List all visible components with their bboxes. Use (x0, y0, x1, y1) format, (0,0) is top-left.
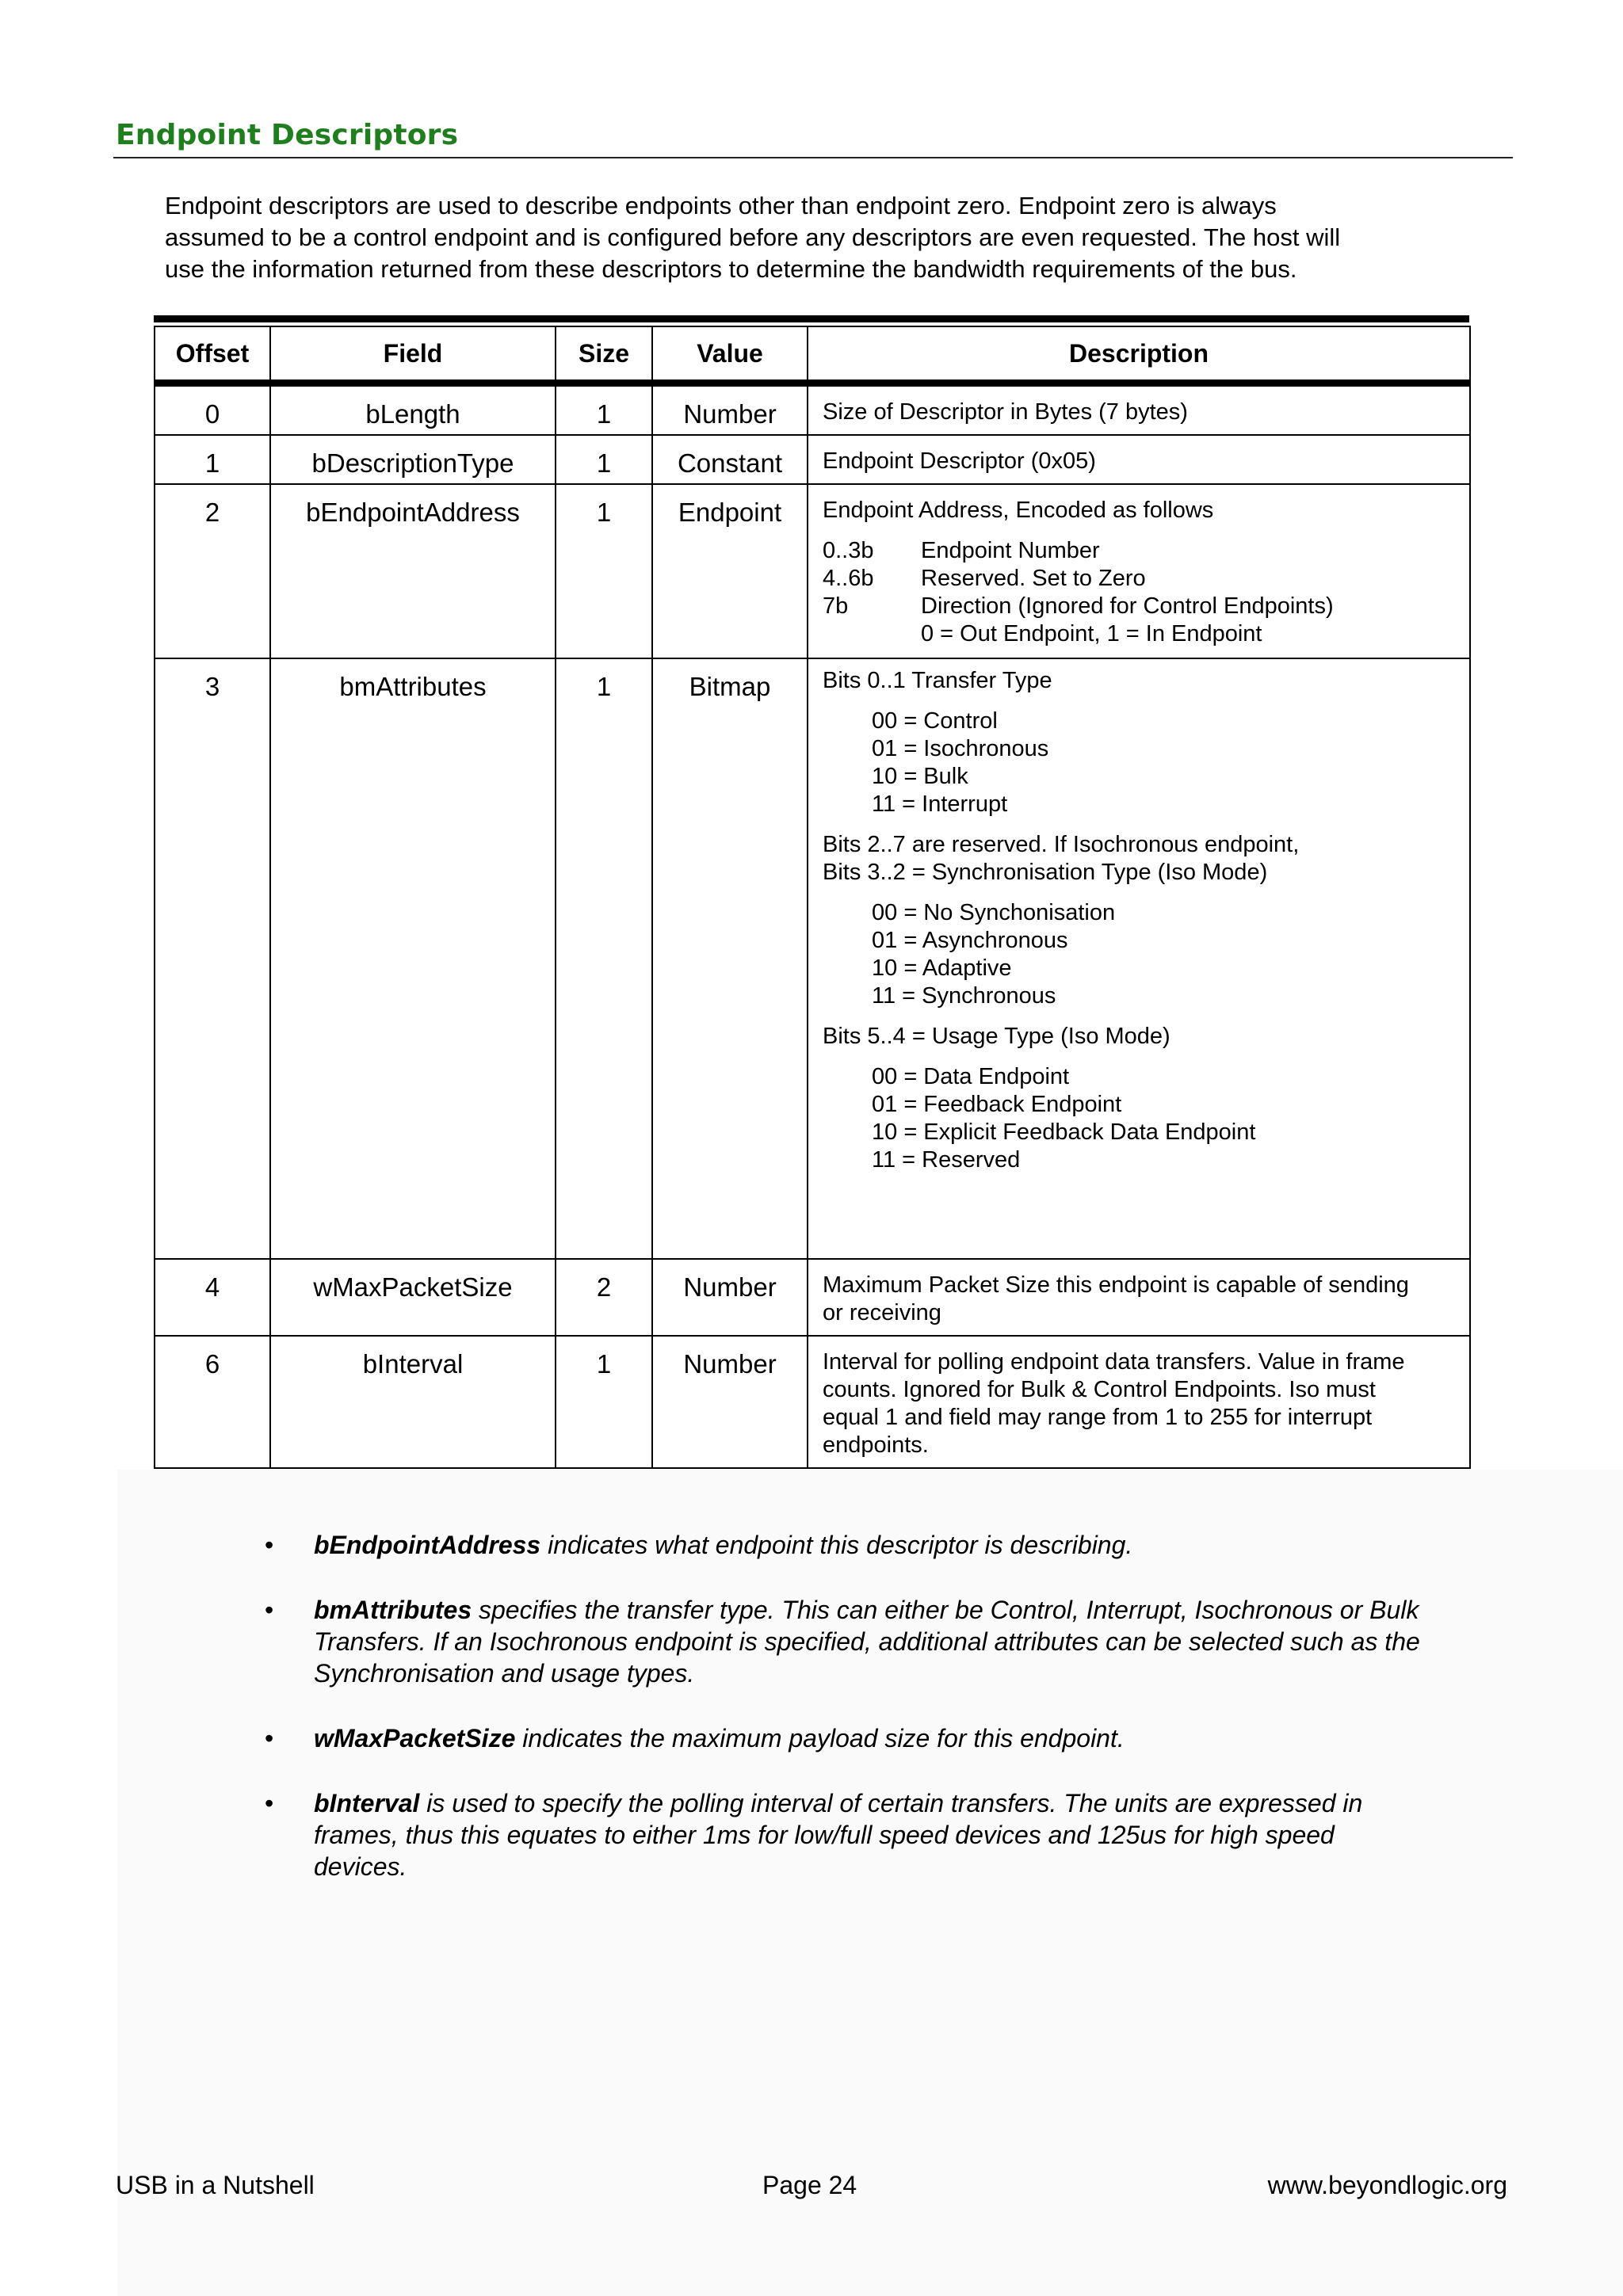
descriptor-table (154, 326, 1471, 1469)
header-value: Value (652, 326, 808, 383)
transfer-type-item: 01 = Isochronous (872, 736, 1049, 761)
bullet-icon: • (265, 1789, 274, 1817)
footer-title: USB in a Nutshell (116, 2171, 315, 2199)
bullet-icon: • (265, 1596, 274, 1624)
bullet-text: indicates the maximum payload size for this endpoint. (515, 1724, 1125, 1753)
bullet-term: bInterval (314, 1789, 420, 1817)
header-field: Field (270, 326, 556, 383)
transfer-type-list (823, 707, 1457, 818)
encoding-bits: 4..6b (823, 566, 874, 591)
header-size: Size (556, 326, 652, 383)
cell-value: Number (652, 1336, 808, 1468)
bullet-term: bmAttributes (314, 1596, 472, 1624)
cell-field: bLength (270, 383, 556, 436)
sync-type-title: Bits 2..7 are reserved. If Isochronous endpoint, (823, 832, 1300, 857)
intro-line: Endpoint descriptors are used to describe endpoints other than endpoint zero. Endpoint zero is always (165, 192, 1277, 219)
cell-size: 1 (556, 1336, 652, 1468)
encoding-row (823, 565, 1457, 593)
description-line: Maximum Packet Size this endpoint is capable of sending (823, 1272, 1409, 1298)
cell-size: 1 (556, 383, 652, 436)
bullet-term: wMaxPacketSize (314, 1724, 516, 1753)
description-line: Endpoint Descriptor (0x05) (823, 448, 1096, 474)
header-offset: Offset (155, 326, 270, 383)
description-line: counts. Ignored for Bulk & Control Endpoints. Iso must (823, 1377, 1376, 1402)
usage-type-item: 11 = Reserved (872, 1147, 1021, 1173)
table-row (155, 1336, 1470, 1468)
cell-description (808, 484, 1470, 658)
description-line: equal 1 and field may range from 1 to 255 for interrupt (823, 1405, 1373, 1430)
transfer-type-item: 00 = Control (872, 708, 998, 734)
descriptor-table-container (154, 315, 1469, 1469)
encoding-text: Endpoint Number (921, 538, 1100, 563)
list-item (258, 1722, 1526, 1754)
cell-offset: 6 (155, 1336, 270, 1468)
transfer-type-item: 10 = Bulk (872, 764, 968, 789)
table-row (155, 484, 1470, 658)
cell-value: Bitmap (652, 658, 808, 1259)
cell-description (808, 1336, 1470, 1468)
sync-type-item: 10 = Adaptive (872, 955, 1012, 981)
bullet-text: Transfers. If an Isochronous endpoint is specified, additional attributes can be selected such as the (314, 1627, 1420, 1656)
sync-type-title: Bits 3..2 = Synchronisation Type (Iso Mode) (823, 860, 1268, 885)
transfer-type-item: 11 = Interrupt (872, 791, 1008, 817)
header-description: Description (808, 326, 1470, 383)
bullet-icon: • (265, 1724, 274, 1753)
bullet-text: is used to specify the polling interval of certain transfers. The units are expressed in (419, 1789, 1363, 1817)
cell-value: Number (652, 1259, 808, 1336)
sync-type-item: 01 = Asynchronous (872, 928, 1068, 953)
description-line: or receiving (823, 1300, 941, 1325)
sync-type-item: 11 = Synchronous (872, 983, 1056, 1009)
encoding-row (823, 593, 1457, 620)
description-line: endpoints. (823, 1432, 929, 1458)
intro-paragraph (165, 190, 1496, 285)
list-item (258, 1594, 1526, 1689)
cell-field: bmAttributes (270, 658, 556, 1259)
cell-offset: 3 (155, 658, 270, 1259)
table-top-rule (154, 315, 1469, 322)
usage-type-item: 10 = Explicit Feedback Data Endpoint (872, 1119, 1256, 1145)
cell-size: 2 (556, 1259, 652, 1336)
cell-offset: 0 (155, 383, 270, 436)
encoding-bits (823, 620, 921, 648)
cell-description (808, 383, 1470, 436)
intro-line: assumed to be a control endpoint and is configured before any descriptors are even requested. The host will (165, 223, 1341, 251)
table-row (155, 1259, 1470, 1336)
table-header-row (155, 326, 1470, 383)
cell-field: bDescriptionType (270, 435, 556, 484)
cell-offset: 2 (155, 484, 270, 658)
sync-type-list (823, 899, 1457, 1010)
table-row (155, 383, 1470, 436)
description-line: Size of Descriptor in Bytes (7 bytes) (823, 399, 1188, 425)
table-row (155, 435, 1470, 484)
section-heading: Endpoint Descriptors (116, 119, 459, 151)
encoding-text: Reserved. Set to Zero (921, 566, 1146, 591)
cell-offset: 1 (155, 435, 270, 484)
cell-field: bInterval (270, 1336, 556, 1468)
cell-value: Constant (652, 435, 808, 484)
cell-value: Endpoint (652, 484, 808, 658)
encoding-row (823, 537, 1457, 565)
transfer-type-title: Bits 0..1 Transfer Type (823, 668, 1052, 693)
address-encoding-list (823, 537, 1457, 648)
encoding-bits: 7b (823, 593, 849, 619)
encoding-bits: 0..3b (823, 538, 874, 563)
heading-rule (113, 157, 1513, 158)
field-notes-list (258, 1529, 1526, 1916)
encoding-text: Direction (Ignored for Control Endpoints) (921, 593, 1334, 619)
cell-value: Number (652, 383, 808, 436)
cell-field: bEndpointAddress (270, 484, 556, 658)
footer-website: www.beyondlogic.org (1267, 2171, 1507, 2199)
bullet-text: devices. (314, 1852, 407, 1881)
cell-field: wMaxPacketSize (270, 1259, 556, 1336)
cell-size: 1 (556, 435, 652, 484)
bullet-icon: • (265, 1531, 274, 1559)
usage-type-item: 00 = Data Endpoint (872, 1064, 1070, 1089)
cell-description (808, 1259, 1470, 1336)
table-row (155, 658, 1470, 1259)
list-item (258, 1529, 1526, 1561)
bullet-text: frames, thus this equates to either 1ms for low/full speed devices and 125us for high speed (314, 1821, 1335, 1849)
usage-type-list (823, 1063, 1457, 1174)
cell-size: 1 (556, 658, 652, 1259)
list-item (258, 1787, 1526, 1882)
bullet-term: bEndpointAddress (314, 1531, 541, 1559)
encoding-row (823, 620, 1457, 648)
bullet-text: indicates what endpoint this descriptor is describing. (540, 1531, 1133, 1559)
cell-offset: 4 (155, 1259, 270, 1336)
bullet-text: Synchronisation and usage types. (314, 1659, 695, 1688)
encoding-text: 0 = Out Endpoint, 1 = In Endpoint (921, 621, 1262, 646)
cell-description (808, 435, 1470, 484)
bullet-text: specifies the transfer type. This can either be Control, Interrupt, Isochronous or Bulk (472, 1596, 1419, 1624)
sync-type-item: 00 = No Synchonisation (872, 900, 1116, 925)
cell-description (808, 658, 1470, 1259)
description-line: Endpoint Address, Encoded as follows (823, 498, 1214, 523)
description-line: Interval for polling endpoint data transfers. Value in frame (823, 1349, 1405, 1375)
cell-size: 1 (556, 484, 652, 658)
usage-type-item: 01 = Feedback Endpoint (872, 1092, 1122, 1117)
intro-line: use the information returned from these descriptors to determine the bandwidth requirements of the bus. (165, 255, 1297, 283)
usage-type-title: Bits 5..4 = Usage Type (Iso Mode) (823, 1024, 1170, 1049)
footer-page-number: Page 24 (762, 2171, 857, 2199)
